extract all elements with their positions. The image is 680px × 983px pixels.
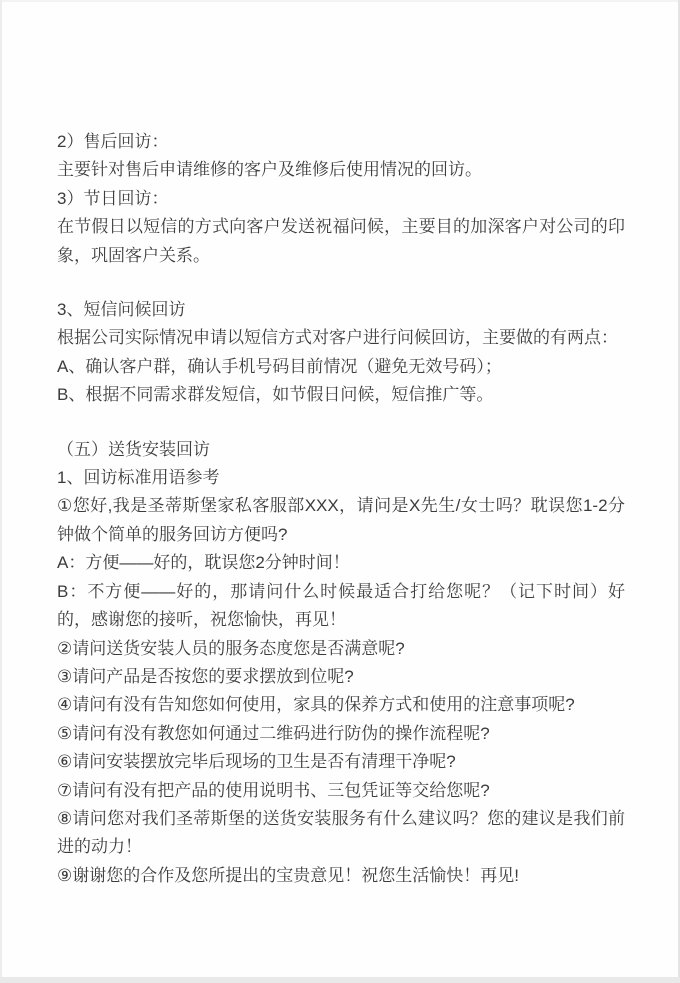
paragraph-aftersale-visit-heading: 2）售后回访：: [57, 132, 169, 151]
section-delivery-install-visit: [57, 436, 625, 891]
paragraph-script-3-placement: ③请问产品是否按您的要求摆放到位呢?: [57, 666, 354, 686]
page-edge-left: [0, 0, 2, 983]
paragraph-script-8-suggestions: ⑧请问您对我们圣蒂斯堡的送货安装服务有什么建议吗？您的建议是我们前进的动力！: [57, 808, 625, 857]
paragraph-script-option-b: B：不方便——好的，那请问什么时候最适合打给您呢？（记下时间）好的，感谢您的接听，祝您愉快，再见！: [57, 581, 625, 630]
paragraph-script-5-qrcode: ⑤请问有没有教您如何通过二维码进行防伪的操作流程呢?: [57, 723, 490, 743]
paragraph-holiday-visit-heading: 3）节日回访：: [57, 188, 169, 208]
paragraph-script-reference-heading: 1、回访标准用语参考: [57, 468, 220, 488]
paragraph-sms-visit-heading: 3、短信问候回访: [57, 300, 186, 320]
paragraph-sms-point-a: A、确认客户群，确认手机号码目前情况（避免无效号码）；: [57, 356, 502, 376]
paragraph-script-4-usage-care: ④请问有没有告知您如何使用，家具的保养方式和使用的注意事项呢?: [57, 695, 575, 715]
page-edge-bottom: [0, 977, 680, 983]
paragraph-sms-point-b: B、根据不同需求群发短信，如节假日问候，短信推广等。: [57, 385, 494, 405]
page-edge-top: [0, 0, 680, 2]
paragraph-sms-visit-desc: 根据公司实际情况申请以短信方式对客户进行问候回访，主要做的有两点：: [57, 328, 618, 348]
paragraph-script-2-attitude: ②请问送货安装人员的服务态度您是否满意呢?: [57, 638, 405, 658]
paragraph-script-option-a: A：方便——好的，耽误您2分钟时间！: [57, 553, 350, 573]
paragraph-aftersale-visit-desc: 主要针对售后申请维修的客户及维修后使用情况的回访。: [57, 160, 482, 180]
paragraph-delivery-visit-heading: （五）送货安装回访: [57, 439, 210, 459]
section-return-visit-types: [57, 128, 625, 270]
document-content: [57, 128, 625, 890]
section-sms-greeting-visit: [57, 296, 625, 410]
paragraph-script-9-thanks: ⑨谢谢您的合作及您所提出的宝贵意见！祝您生活愉快！再见!: [57, 865, 519, 885]
paragraph-script-6-cleanup: ⑥请问安装摆放完毕后现场的卫生是否有清理干净呢?: [57, 752, 456, 772]
paragraph-holiday-visit-desc: 在节假日以短信的方式向客户发送祝福问候，主要目的加深客户对公司的印象，巩固客户关系。: [57, 217, 625, 265]
paragraph-script-1-greeting: ①您好,我是圣蒂斯堡家私客服部XXX，请问是X先生/女士吗？耽误您1-2分钟做个简单的服务回访方便吗?: [57, 496, 625, 544]
paragraph-script-7-manual: ⑦请问有没有把产品的使用说明书、三包凭证等交给您呢?: [57, 780, 490, 800]
